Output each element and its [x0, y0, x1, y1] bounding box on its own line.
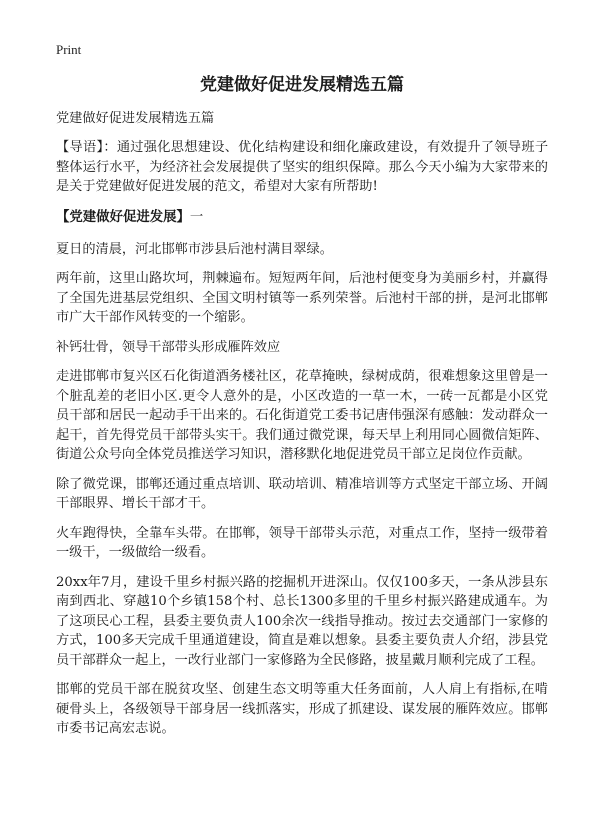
body-paragraph-6: 火车跑得快，全靠车头带。在邯郸，领导干部带头示范，对重点工作，坚持一级带着一级干，一级做给一级看。 — [56, 525, 548, 560]
body-paragraph-2: 两年前，这里山路坎坷，荆棘遍布。短短两年间，后池村便变身为美丽乡村，并赢得了全国先进基层党组织、全国文明村镇等一系列荣誉。后池村干部的拼，是河北邯郸市广大干部作风转变的一个缩影。 — [56, 271, 548, 325]
page-title: 党建做好促进发展精选五篇 — [200, 75, 404, 95]
section-heading-number: 一 — [189, 209, 204, 225]
section-heading — [56, 207, 548, 228]
intro-paragraph — [56, 138, 548, 197]
body-paragraph-8: 邯郸的党员干部在脱贫攻坚、创建生态文明等重大任务面前，人人肩上有指标,在啃硬骨头上，各级领导干部身居一线抓落实，形成了抓建设、谋发展的雁阵效应。邯郸市委书记高宏志说。 — [56, 682, 548, 736]
intro-label: 【导语】 — [56, 140, 104, 155]
body-paragraph-5: 除了微党课，邯郸还通过重点培训、联动培训、精准培训等方式坚定干部立场、开阔干部眼界、增长干部才干。 — [56, 476, 548, 511]
body-paragraph-3: 补钙壮骨，领导干部带头形成雁阵效应 — [56, 339, 281, 355]
section-heading-title: 【党建做好促进发展】 — [56, 208, 190, 225]
intro-text: ：通过强化思想建设、优化结构建设和细化廉政建设，有效提升了领导班子整体运行水平，为经济社会发展提供了坚实的组织保障。那么今天小编为大家带来的是关于党建做好促进发展的范文，希望对大家有所帮助! — [56, 140, 549, 194]
body-paragraph-1: 夏日的清晨，河北邯郸市涉县后池村满目翠绿。 — [56, 241, 333, 257]
body-paragraph-4: 走进邯郸市复兴区石化街道酒务楼社区，花草掩映，绿树成荫，很难想象这里曾是一个脏乱差的老旧小区.更令人意外的是，小区改造的一草一木，一砖一瓦都是小区党员干部和居民一起动手干出来的。石化街道党工委书记唐伟强深有感触：发动群众一起干，首先得党员干部带头实干。我们通过微党课，每天早上利用同心圆微信矩阵、街道公众号向全体党员推送学习知识，潜移默化地促进党员干部立足岗位作贡献。 — [56, 369, 548, 462]
body-paragraph-7: 20xx年7月，建设千里乡村振兴路的挖掘机开进深山。仅仅100多天，一条从涉县东南到西北、穿越10个乡镇158个村、总长1300多里的千里乡村振兴路建成通车。为了这项民心工程，县委主要负责人100余次一线指导推动。按过去交通部门一家修的方式，100多天完成千里通道建设，简直是难以想象。县委主要负责人介绍，涉县党员干部群众一起上，一改行业部门一家修路为全民修路，披星戴月顺利完成了工程。 — [56, 574, 548, 668]
document-subtitle: 党建做好促进发展精选五篇 — [56, 111, 215, 126]
print-link[interactable]: Print — [56, 42, 82, 57]
